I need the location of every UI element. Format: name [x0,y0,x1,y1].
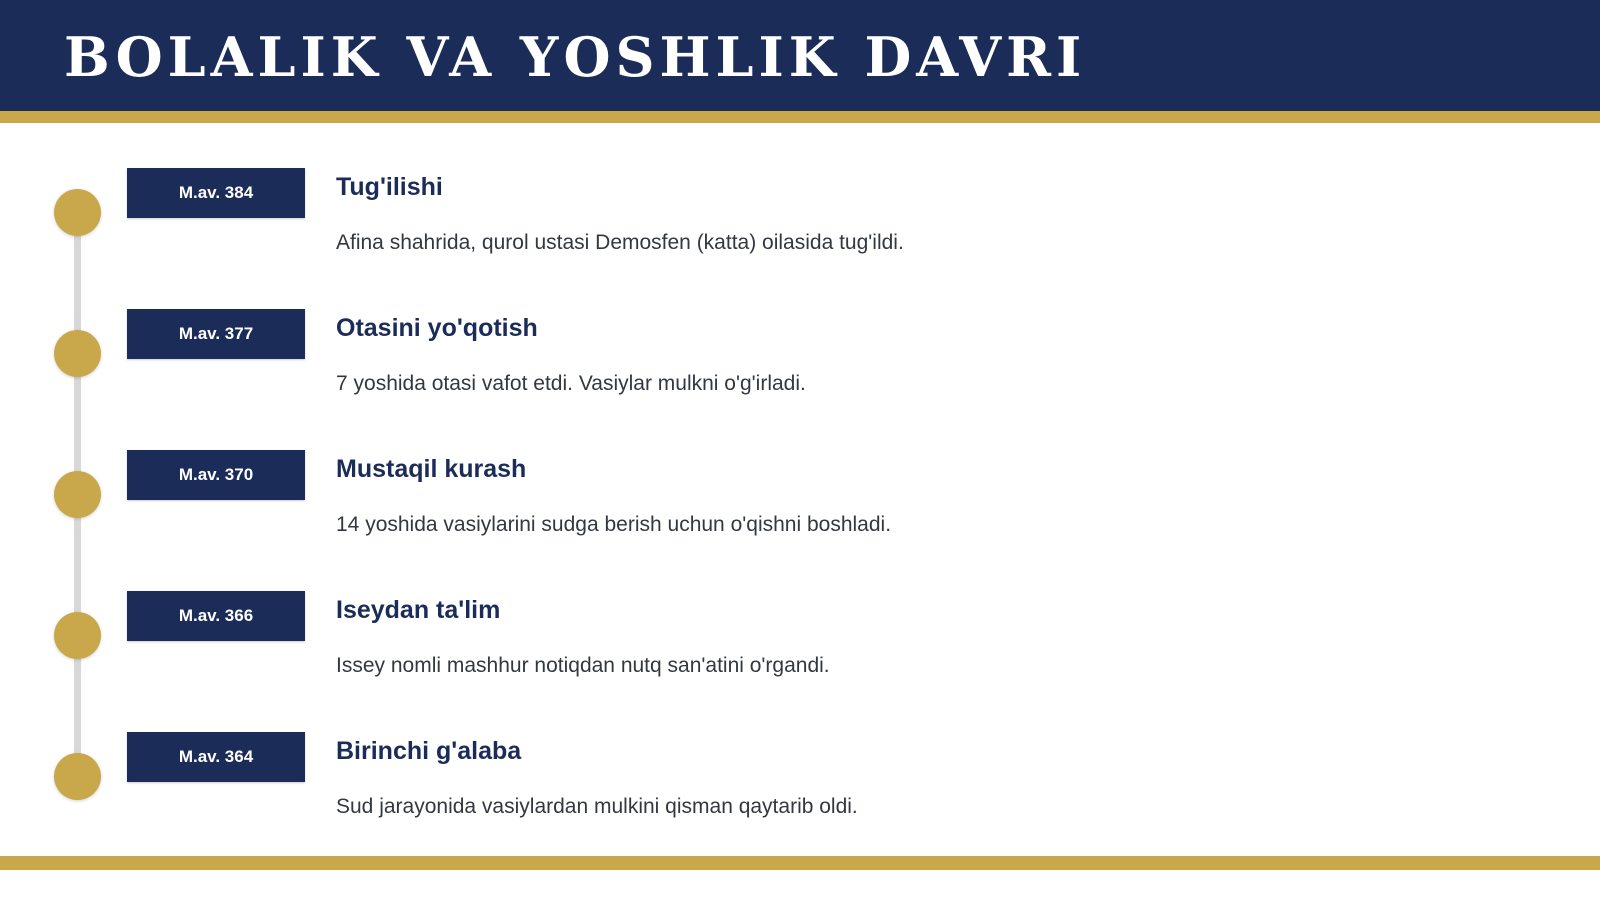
header-accent-stripe [0,111,1600,123]
event-title: Otasini yo'qotish [336,314,538,342]
date-badge: M.av. 384 [127,168,305,218]
header-bar [0,0,1600,111]
date-badge: M.av. 370 [127,450,305,500]
event-title: Birinchi g'alaba [336,737,522,765]
timeline-event [0,168,1600,309]
event-description: 14 yoshida vasiylarini sudga berish uchun o'qishni boshladi. [336,513,892,536]
timeline-dot [54,189,101,236]
timeline-dot [54,330,101,377]
event-title: Tug'ilishi [336,173,443,201]
event-description: Sud jarayonida vasiylardan mulkini qisman qaytarib oldi. [336,795,858,818]
event-description: Issey nomli mashhur notiqdan nutq san'atini o'rgandi. [336,654,830,677]
event-title: Iseydan ta'lim [336,596,501,624]
timeline-event [0,309,1600,450]
event-description: 7 yoshida otasi vafot etdi. Vasiylar mulkni o'g'irladi. [336,372,806,395]
timeline-dot [54,753,101,800]
timeline-event [0,450,1600,591]
timeline-event [0,732,1600,873]
date-badge: M.av. 364 [127,732,305,782]
page-title: BOLALIK VA YOSHLIK DAVRI [64,25,1087,89]
date-badge: M.av. 377 [127,309,305,359]
timeline-dot [54,471,101,518]
timeline-dot [54,612,101,659]
date-badge: M.av. 366 [127,591,305,641]
event-description: Afina shahrida, qurol ustasi Demosfen (katta) oilasida tug'ildi. [336,231,904,254]
timeline-event [0,591,1600,732]
event-title: Mustaqil kurash [336,455,527,483]
footer-accent-stripe [0,856,1600,870]
